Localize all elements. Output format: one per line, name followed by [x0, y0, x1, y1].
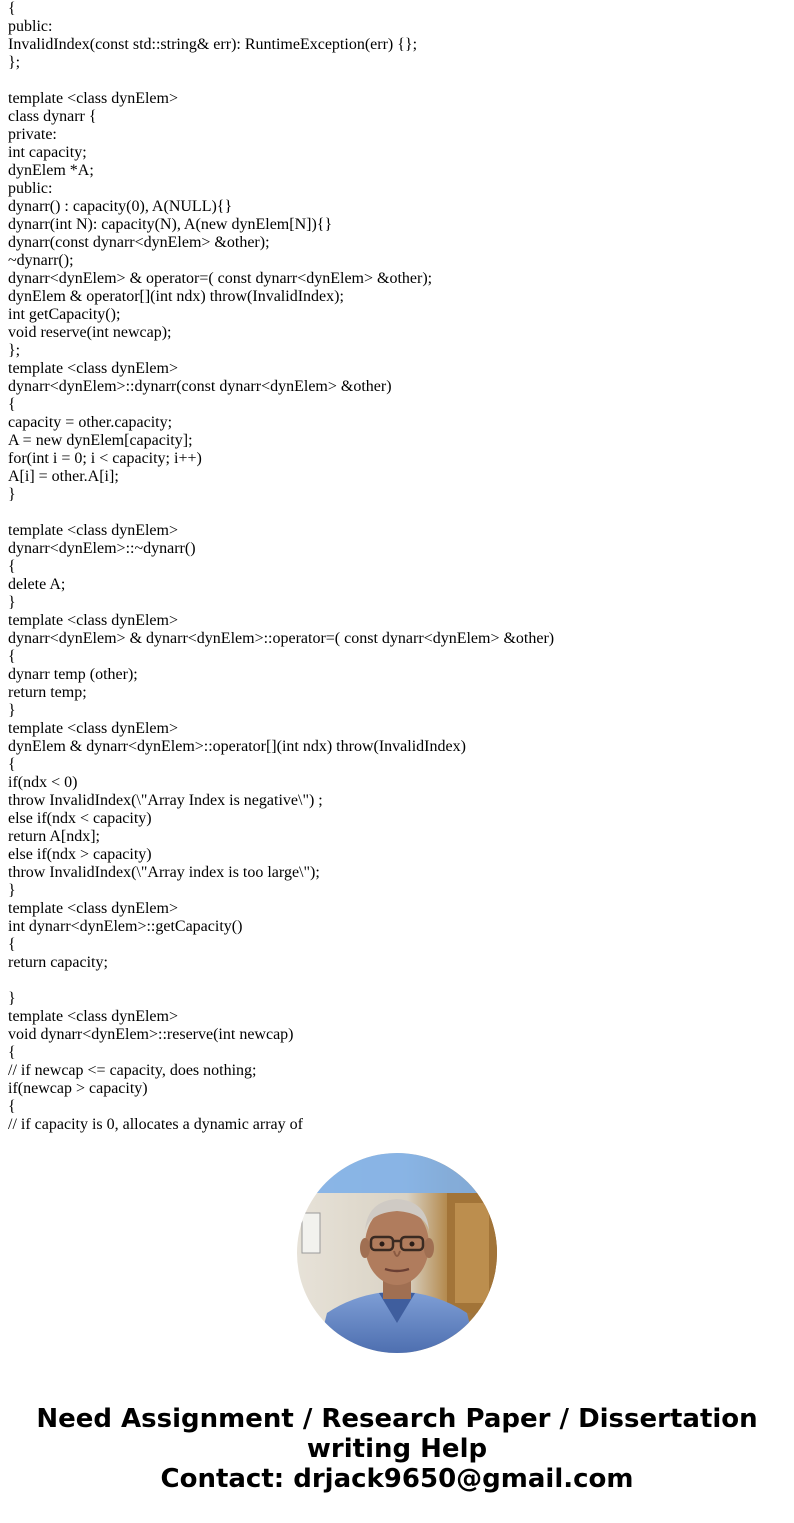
contact-footer	[0, 1404, 794, 1494]
code-line: {	[8, 648, 16, 665]
code-line: dynElem *A;	[8, 162, 94, 179]
code-line: dynarr<dynElem>::~dynarr()	[8, 540, 196, 557]
code-line: public:	[8, 18, 53, 35]
person-photo-icon	[297, 1153, 497, 1353]
code-line: private:	[8, 126, 57, 143]
code-line: int dynarr<dynElem>::getCapacity()	[8, 918, 243, 935]
code-listing	[8, 0, 788, 1133]
code-line: }	[8, 702, 16, 719]
footer-subheadline: writing Help	[306, 1434, 488, 1464]
code-line: dynarr<dynElem> & operator=( const dynarr<dynElem> &other);	[8, 270, 433, 287]
code-line: if(ndx < 0)	[8, 774, 78, 791]
footer-headline: Need Assignment / Research Paper / Dissertation	[36, 1404, 758, 1434]
code-line: dynarr temp (other);	[8, 666, 138, 683]
code-line: dynarr(const dynarr<dynElem> &other);	[8, 234, 270, 251]
code-line: {	[8, 396, 16, 413]
code-line: dynarr<dynElem> & dynarr<dynElem>::operator=( const dynarr<dynElem> &other)	[8, 630, 555, 647]
code-line	[8, 504, 788, 522]
code-line: dynarr<dynElem>::dynarr(const dynarr<dynElem> &other)	[8, 378, 392, 395]
author-photo	[297, 1153, 497, 1353]
code-line: {	[8, 1098, 16, 1115]
code-line: else if(ndx < capacity)	[8, 810, 152, 827]
code-line: template <class dynElem>	[8, 1008, 178, 1025]
code-line: }	[8, 990, 16, 1007]
code-line	[8, 72, 788, 90]
code-line: // if capacity is 0, allocates a dynamic array of	[8, 1116, 303, 1133]
code-line: InvalidIndex(const std::string& err): RuntimeException(err) {};	[8, 36, 418, 53]
code-line: void dynarr<dynElem>::reserve(int newcap)	[8, 1026, 294, 1043]
code-line: }	[8, 594, 16, 611]
code-line: if(newcap > capacity)	[8, 1080, 148, 1097]
code-line: };	[8, 342, 21, 359]
code-line: }	[8, 882, 16, 899]
code-line: return A[ndx];	[8, 828, 100, 845]
code-line: class dynarr {	[8, 108, 97, 125]
code-line: throw InvalidIndex(\"Array index is too large\");	[8, 864, 320, 881]
code-line: dynElem & operator[](int ndx) throw(InvalidIndex);	[8, 288, 344, 305]
code-line: {	[8, 0, 16, 17]
code-line: template <class dynElem>	[8, 612, 178, 629]
footer-contact: Contact: drjack9650@gmail.com	[160, 1464, 634, 1494]
code-line: dynarr(int N): capacity(N), A(new dynElem[N]){}	[8, 216, 333, 233]
code-line: for(int i = 0; i < capacity; i++)	[8, 450, 202, 467]
code-line: throw InvalidIndex(\"Array Index is negative\") ;	[8, 792, 323, 809]
code-line: public:	[8, 180, 53, 197]
code-line: void reserve(int newcap);	[8, 324, 172, 341]
code-line: dynElem & dynarr<dynElem>::operator[](int ndx) throw(InvalidIndex)	[8, 738, 466, 755]
code-line: {	[8, 756, 16, 773]
code-line: A[i] = other.A[i];	[8, 468, 119, 485]
code-line: dynarr() : capacity(0), A(NULL){}	[8, 198, 233, 215]
code-line: template <class dynElem>	[8, 900, 178, 917]
code-line: template <class dynElem>	[8, 360, 178, 377]
code-line: int getCapacity();	[8, 306, 121, 323]
code-line: {	[8, 1044, 16, 1061]
code-line: return capacity;	[8, 954, 108, 971]
code-line: {	[8, 936, 16, 953]
code-line: int capacity;	[8, 144, 87, 161]
code-line: {	[8, 558, 16, 575]
code-line: };	[8, 54, 21, 71]
code-line: template <class dynElem>	[8, 720, 178, 737]
code-line: delete A;	[8, 576, 66, 593]
code-line: template <class dynElem>	[8, 522, 178, 539]
code-line: }	[8, 486, 16, 503]
code-line: return temp;	[8, 684, 87, 701]
code-line	[8, 972, 788, 990]
code-line: A = new dynElem[capacity];	[8, 432, 193, 449]
code-line: ~dynarr();	[8, 252, 74, 269]
code-line: else if(ndx > capacity)	[8, 846, 152, 863]
code-line: // if newcap <= capacity, does nothing;	[8, 1062, 257, 1079]
code-line: capacity = other.capacity;	[8, 414, 173, 431]
code-line: template <class dynElem>	[8, 90, 178, 107]
